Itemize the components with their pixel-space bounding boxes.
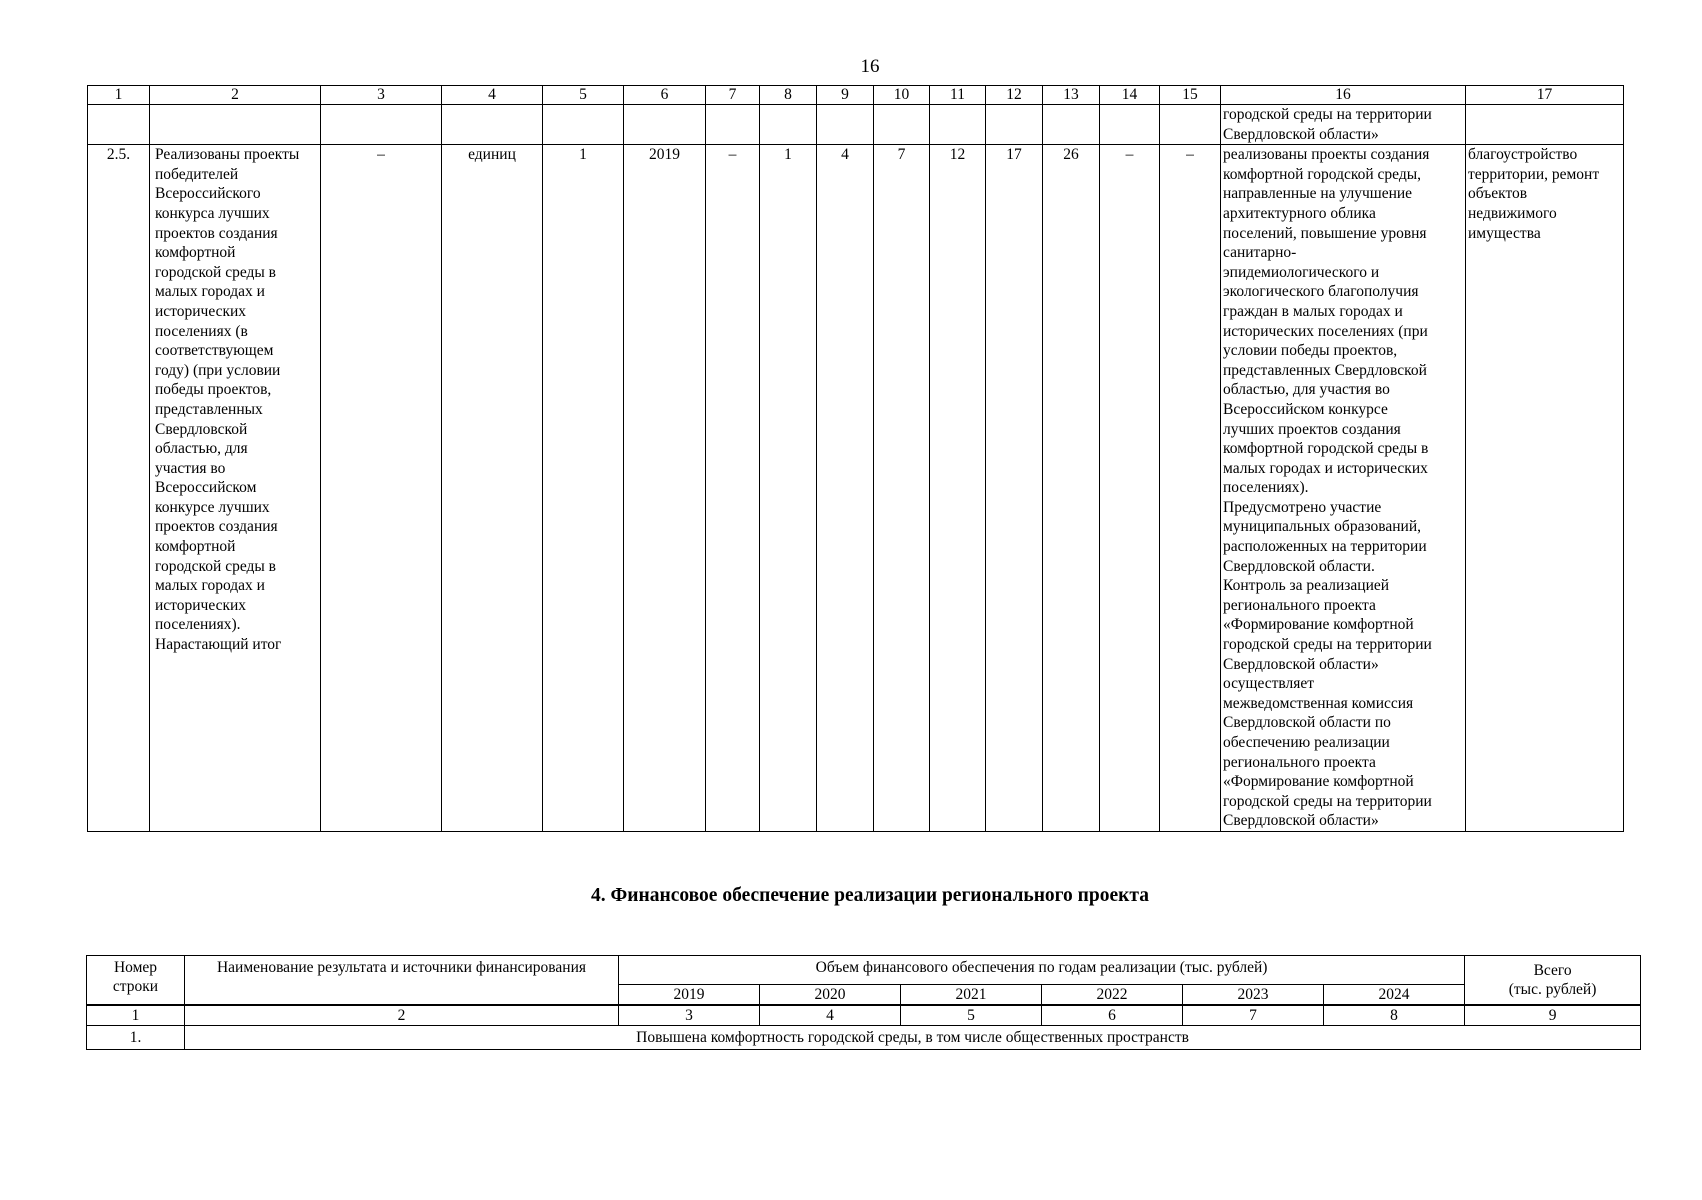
year-cell: 2020 [760, 985, 901, 1006]
result-name: Реализованы проекты победителей Всероссийского конкурса лучших проектов создания комфортной городской среды в малых городах и исторических поселениях (в соответствующем году) (при условии победы проектов, представленных Свердловской областью, для участия во Всероссийском конкурсе лучших проектов создания комфортной городской среды в малых городах и исторических поселениях). Нарастающий итог [150, 145, 321, 832]
result-title: Повышена комфортность городской среды, в том числе общественных пространств [185, 1026, 1641, 1050]
col-number: 14 [1100, 86, 1160, 105]
year-cell: 2023 [1183, 985, 1324, 1006]
column-numbers-row [87, 1005, 1641, 1026]
col-number: 13 [1043, 86, 1100, 105]
continuation-text: городской среды на территории Свердловской области» [1221, 105, 1466, 145]
col-number: 7 [1183, 1005, 1324, 1026]
cell-col7: – [706, 145, 760, 832]
col-number: 12 [986, 86, 1043, 105]
year-cell: 2024 [1324, 985, 1465, 1006]
col-number: 11 [930, 86, 986, 105]
header-volume: Объем финансового обеспечения по годам реализации (тыс. рублей) [619, 956, 1465, 985]
section-title: 4. Финансовое обеспечение реализации регионального проекта [591, 885, 1149, 906]
table-row [87, 1026, 1641, 1050]
base-value-cell: 1 [543, 145, 624, 832]
cell-col15: – [1160, 145, 1221, 832]
col-number: 9 [1465, 1005, 1641, 1026]
col-number: 8 [1324, 1005, 1465, 1026]
financing-table [86, 955, 1641, 1050]
col-number: 3 [321, 86, 442, 105]
cell-col8: 1 [760, 145, 817, 832]
col-number: 3 [619, 1005, 760, 1026]
description-cell: реализованы проекты создания комфортной городской среды, направленные на улучшение архитектурного облика поселений, повышение уровня санитарно- эпидемиологического и экологического благополучия граждан в малых городах и исторических поселениях (при условии победы проектов, представленных Свердловской областью, для участия во Всероссийском конкурсе лучших проектов создания комфортной городской среды в малых городах и исторических поселениях). Предусмотрено участие муниципальных образований, расположенных на территории Свердловской области. Контроль за реализацией регионального проекта «Формирование комфортной городской среды на территории Свердловской области» осуществляет межведомственная комиссия Свердловской области по обеспечению реализации регионального проекта «Формирование комфортной городской среды на территории Свердловской области» [1221, 145, 1466, 832]
cell-col10: 7 [874, 145, 930, 832]
col-number: 4 [760, 1005, 901, 1026]
row-number: 2.5. [88, 145, 150, 832]
col-number: 6 [1042, 1005, 1183, 1026]
year-cell: 2021 [901, 985, 1042, 1006]
col-number: 17 [1466, 86, 1624, 105]
col-number: 4 [442, 86, 543, 105]
col-number: 9 [817, 86, 874, 105]
unit-cell: единиц [442, 145, 543, 832]
col-number: 1 [88, 86, 150, 105]
cell-col12: 17 [986, 145, 1043, 832]
base-year-cell: 2019 [624, 145, 706, 832]
cell-col14: – [1100, 145, 1160, 832]
page-number: 16 [860, 56, 880, 77]
col-number: 5 [901, 1005, 1042, 1026]
type-cell: благоустройство территории, ремонт объектов недвижимого имущества [1466, 145, 1624, 832]
row-number: 1. [87, 1026, 185, 1050]
cell-col9: 4 [817, 145, 874, 832]
col-number: 16 [1221, 86, 1466, 105]
header-total: Всего (тыс. рублей) [1465, 956, 1641, 1006]
cell-col13: 26 [1043, 145, 1100, 832]
cell-col11: 12 [930, 145, 986, 832]
col-number: 7 [706, 86, 760, 105]
header-row [87, 956, 1641, 985]
col-number: 6 [624, 86, 706, 105]
col-number: 1 [87, 1005, 185, 1026]
column-numbers-row [88, 86, 1624, 105]
table-row [88, 145, 1624, 832]
header-row-number: Номер строки [87, 956, 185, 1006]
col-number: 2 [150, 86, 321, 105]
col-number: 5 [543, 86, 624, 105]
continuation-row [88, 105, 1624, 145]
indicators-table [87, 85, 1624, 832]
header-result-name: Наименование результата и источники финансирования [185, 956, 619, 1006]
col-number: 10 [874, 86, 930, 105]
col-number: 8 [760, 86, 817, 105]
year-cell: 2019 [619, 985, 760, 1006]
col-number: 2 [185, 1005, 619, 1026]
cell-col3: – [321, 145, 442, 832]
year-cell: 2022 [1042, 985, 1183, 1006]
col-number: 15 [1160, 86, 1221, 105]
